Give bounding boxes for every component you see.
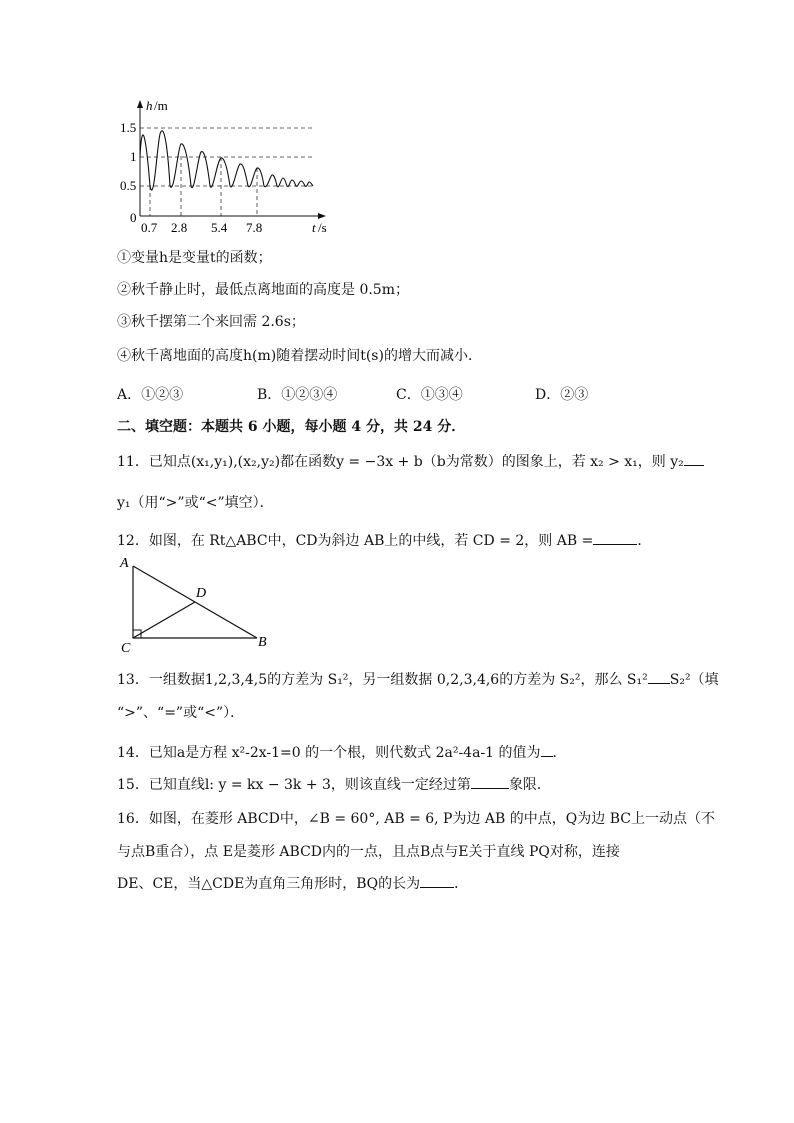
x-axis-label-t: t (312, 220, 316, 235)
q13-line2: “>”、“=”或“<”）． (117, 705, 245, 721)
y-tick-0.5: 0.5 (120, 178, 137, 193)
q14-blank[interactable] (541, 743, 553, 757)
q14-line (117, 743, 567, 762)
option-c[interactable]: C．①③④ (396, 387, 463, 403)
option-d[interactable]: D．②③ (535, 387, 589, 403)
q11-text: 11．已知点(x₁,y₁),(x₂,y₂)都在函数y = −3x + b（b为常数）的图象上，若 x₂ > x₁，则 y₂ (117, 454, 684, 470)
q12-blank[interactable] (593, 531, 637, 545)
statement-3: ③秋千摆第二个来回需 2.6s； (117, 314, 305, 330)
q16-end: ． (454, 876, 469, 892)
q16-text: DE、CE，当△CDE为直角三角形时，BQ的长为 (117, 876, 421, 892)
vertex-d-label: D (196, 586, 207, 601)
statement-2: ②秋千静止时，最低点离地面的高度是 0.5m； (117, 282, 409, 298)
q16-line3 (117, 874, 468, 893)
q11-blank[interactable] (684, 452, 704, 466)
q15-end: 象限． (508, 777, 551, 793)
x-axis-arrow (318, 213, 326, 219)
triangle-figure (110, 552, 280, 656)
q11-line1 (117, 452, 704, 471)
q16-line1: 16．如图，在菱形 ABCD中，∠B = 60°, AB = 6, P为边 AB 的中点，Q为边 BC上一动点（不 (117, 811, 715, 827)
y-axis-label-unit: /m (154, 98, 168, 113)
q13-text-a: 13．一组数据1,2,3,4,5的方差为 S₁²，另一组数据 0,2,3,4,6的方差为 S₂²，那么 S₁² (117, 672, 648, 688)
y-tick-1: 1 (130, 149, 137, 164)
q15-blank[interactable] (471, 775, 509, 789)
vertex-c-label: C (121, 641, 131, 656)
section-title: 二、填空题：本题共 6 小题，每小题 4 分，共 24 分． (117, 419, 466, 435)
swing-height-graph (110, 96, 340, 236)
y-axis-arrow (137, 100, 143, 108)
statement-1: ①变量h是变量t的函数； (117, 250, 272, 266)
x-tick-5.4: 5.4 (211, 220, 228, 235)
y-axis-label-h: h (146, 98, 153, 113)
height-curve (140, 131, 313, 190)
q16-line2: 与点B重合），点 E是菱形 ABCD内的一点，且点B点与E关于直线 PQ对称，连接 (117, 844, 620, 860)
q12-text: 12．如图，在 Rt△ABC中，CD为斜边 AB上的中线，若 CD = 2，则 AB = (117, 533, 594, 549)
q15-text: 15．已知直线l: y = kx − 3k + 3，则该直线一定经过第 (117, 777, 471, 793)
vertex-a-label: A (120, 556, 129, 571)
x-tick-2.8: 2.8 (171, 220, 188, 235)
q12-line (117, 531, 651, 550)
q16-blank[interactable] (420, 874, 454, 888)
q14-end: ． (552, 745, 567, 761)
option-a[interactable]: A．①②③ (117, 387, 184, 403)
q12-end: ． (637, 533, 652, 549)
q13-text-b: S₂²（填 (669, 672, 719, 688)
origin-label: 0 (130, 210, 137, 225)
x-tick-7.8: 7.8 (246, 220, 263, 235)
x-tick-0.7: 0.7 (141, 220, 158, 235)
q14-text: 14．已知a是方程 x²-2x-1=0 的一个根，则代数式 2a²-4a-1 的值为 (117, 745, 541, 761)
vertex-b-label: B (258, 635, 267, 650)
option-b[interactable]: B．①②③④ (257, 387, 338, 403)
y-tick-1.5: 1.5 (120, 120, 137, 135)
q15-line (117, 775, 551, 794)
q11-line2: y₁（用“>”或“<”填空）． (117, 495, 274, 511)
x-axis-label-unit: /s (318, 220, 327, 235)
q13-blank[interactable] (648, 670, 670, 684)
q13-line1 (117, 670, 719, 689)
median-cd (133, 602, 195, 638)
statement-4: ④秋千离地面的高度h(m)随着摆动时间t(s)的增大而减小． (117, 348, 482, 364)
